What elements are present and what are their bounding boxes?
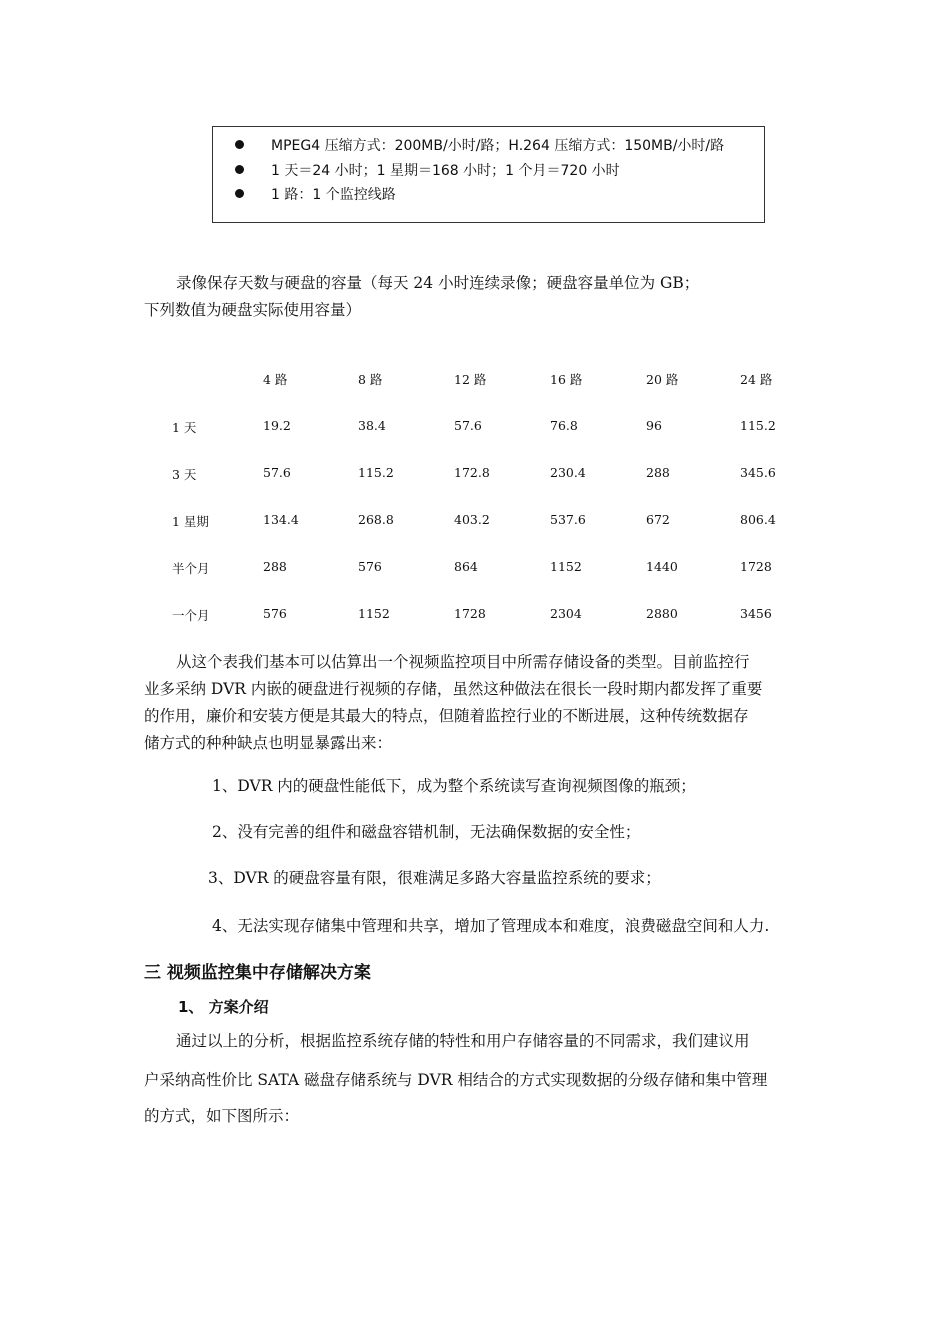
table-caption-line2: 下列数值为硬盘实际使用容量）: [144, 301, 362, 319]
table-cell: 115.2: [740, 418, 776, 433]
table-header: 4 路: [263, 372, 288, 387]
table-cell: 403.2: [454, 512, 490, 527]
problem-item: 3、DVR 的硬盘容量有限，很难满足多路大容量监控系统的要求；: [208, 869, 661, 887]
table-cell: 76.8: [550, 418, 578, 433]
table-cell: 537.6: [550, 512, 586, 527]
section-subtitle: 1、 方案介绍: [178, 998, 269, 1016]
table-cell: 576: [358, 559, 382, 574]
row-label: 1 星期: [172, 514, 209, 529]
table-cell: 115.2: [358, 465, 394, 480]
table-cell: 345.6: [740, 465, 776, 480]
table-cell: 57.6: [263, 465, 291, 480]
row-label: 1 天: [172, 420, 197, 435]
table-header: 24 路: [740, 372, 773, 387]
bullet-icon: [235, 140, 244, 149]
table-cell: 672: [646, 512, 670, 527]
table-cell: 3456: [740, 606, 772, 621]
table-cell: 288: [263, 559, 287, 574]
table-cell: 2880: [646, 606, 678, 621]
analysis-line: 储方式的种种缺点也明显暴露出来：: [144, 734, 393, 752]
table-cell: 38.4: [358, 418, 386, 433]
table-cell: 172.8: [454, 465, 490, 480]
note-text: MPEG4 压缩方式：200MB/小时/路；H.264 压缩方式：150MB/小时/路: [271, 138, 725, 154]
table-cell: 1728: [740, 559, 772, 574]
table-cell: 1152: [358, 606, 390, 621]
table-cell: 2304: [550, 606, 582, 621]
table-cell: 57.6: [454, 418, 482, 433]
row-label: 半个月: [172, 561, 210, 576]
bullet-icon: [235, 165, 244, 174]
bullet-icon: [235, 189, 244, 198]
section-line: 户采纳高性价比 SATA 磁盘存储系统与 DVR 相结合的方式实现数据的分级存储和集中管理: [144, 1071, 768, 1089]
table-cell: 864: [454, 559, 478, 574]
table-cell: 1152: [550, 559, 582, 574]
problem-item: 1、DVR 内的硬盘性能低下，成为整个系统读写查询视频图像的瓶颈；: [212, 777, 696, 795]
table-header: 8 路: [358, 372, 383, 387]
table-header: 16 路: [550, 372, 583, 387]
note-text: 1 路：1 个监控线路: [271, 187, 396, 203]
row-label: 一个月: [172, 608, 210, 623]
table-cell: 19.2: [263, 418, 291, 433]
notes-box: [212, 126, 765, 223]
table-cell: 96: [646, 418, 662, 433]
table-cell: 1440: [646, 559, 678, 574]
problem-item: 4、无法实现存储集中管理和共享，增加了管理成本和难度，浪费磁盘空间和人力.: [212, 917, 770, 935]
section-line: 的方式，如下图所示：: [144, 1107, 300, 1125]
table-cell: 806.4: [740, 512, 776, 527]
table-cell: 268.8: [358, 512, 394, 527]
analysis-line: 的作用，廉价和安装方便是其最大的特点，但随着监控行业的不断进展，这种传统数据存: [144, 707, 749, 725]
analysis-line: 从这个表我们基本可以估算出一个视频监控项目中所需存储设备的类型。目前监控行: [176, 653, 750, 671]
section-title: 三 视频监控集中存储解决方案: [144, 963, 371, 983]
table-cell: 1728: [454, 606, 486, 621]
problem-item: 2、没有完善的组件和磁盘容错机制，无法确保数据的安全性；: [212, 823, 641, 841]
note-text: 1 天＝24 小时；1 星期＝168 小时；1 个月＝720 小时: [271, 163, 620, 179]
analysis-line: 业多采纳 DVR 内嵌的硬盘进行视频的存储，虽然这种做法在很长一段时期内都发挥了重要: [144, 680, 763, 698]
section-line: 通过以上的分析，根据监控系统存储的特性和用户存储容量的不同需求，我们建议用: [176, 1032, 750, 1050]
table-cell: 230.4: [550, 465, 586, 480]
table-cell: 288: [646, 465, 670, 480]
table-header: 12 路: [454, 372, 487, 387]
row-label: 3 天: [172, 467, 197, 482]
table-cell: 134.4: [263, 512, 299, 527]
table-caption-line1: 录像保存天数与硬盘的容量（每天 24 小时连续录像；硬盘容量单位为 GB；: [176, 274, 700, 292]
table-header: 20 路: [646, 372, 679, 387]
table-cell: 576: [263, 606, 287, 621]
